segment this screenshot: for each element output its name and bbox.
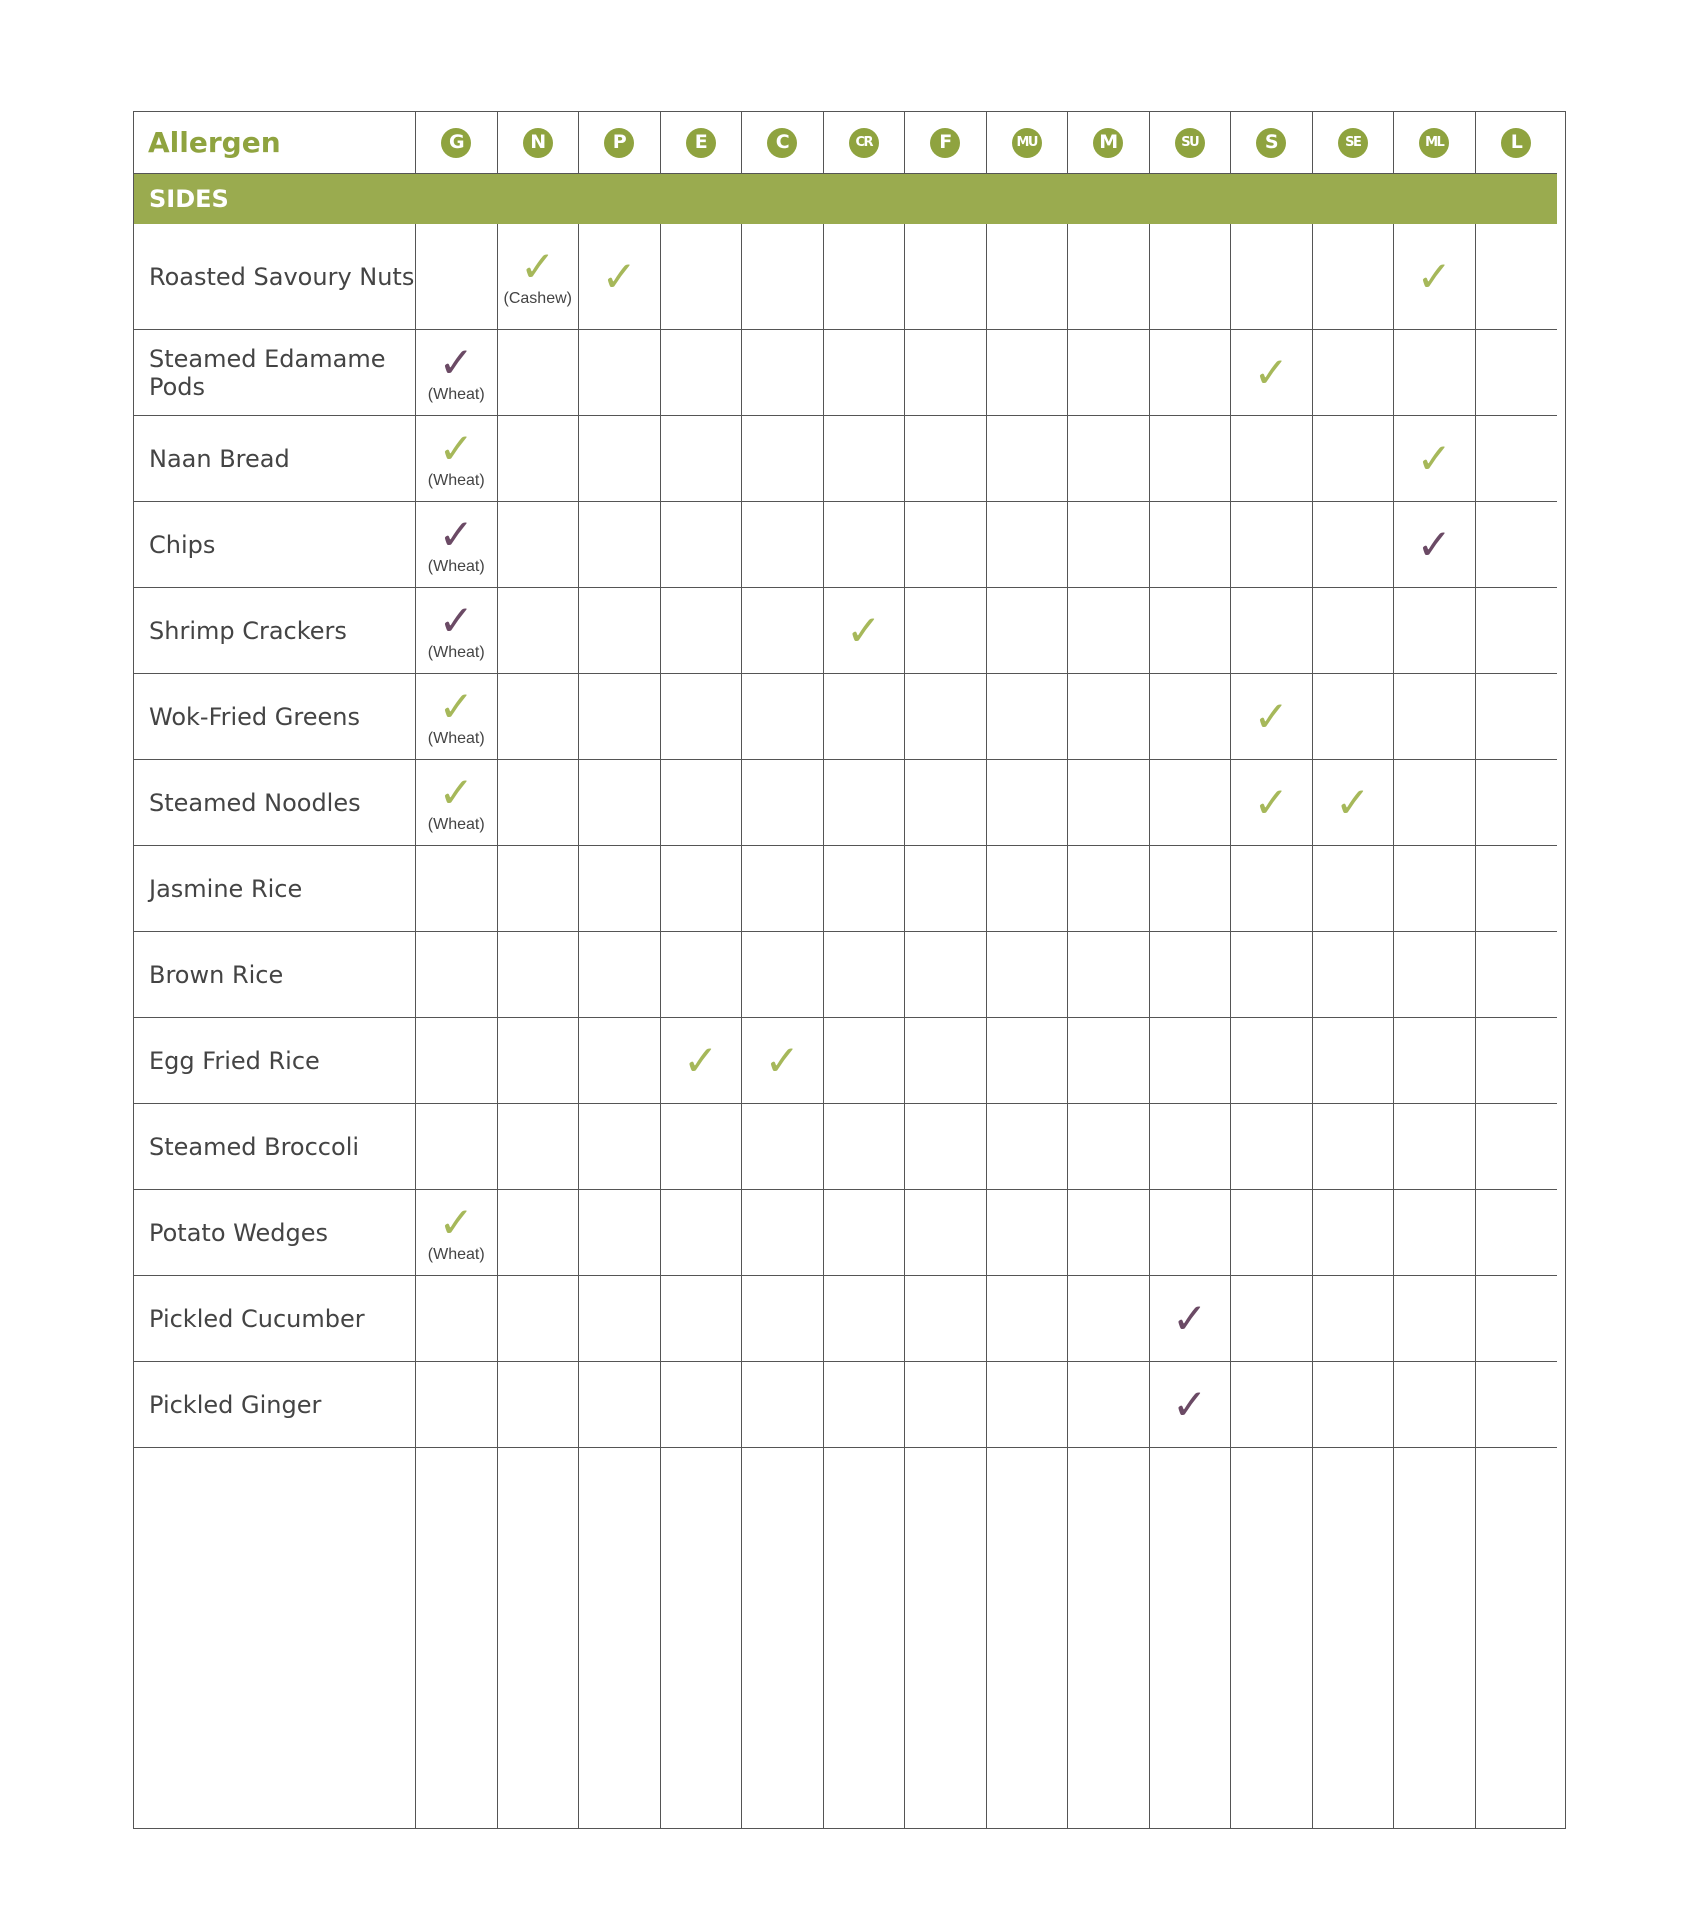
table-cell: [661, 1362, 743, 1448]
table-cell: [1476, 1190, 1558, 1276]
header-cell-cr: [824, 112, 906, 174]
table-cell: [1150, 932, 1232, 1018]
table-cell: [416, 1190, 498, 1276]
table-cell: [1476, 330, 1558, 416]
table-cell: [1150, 1018, 1232, 1104]
table-cell: [1394, 846, 1476, 932]
table-cell: [824, 1018, 906, 1104]
table-cell: [742, 674, 824, 760]
table-cell: [1231, 330, 1313, 416]
allergen-note: (Cashew): [503, 289, 572, 307]
header-cell-m: [1068, 112, 1150, 174]
table-cell: [661, 1190, 743, 1276]
allergen-header-title: Allergen: [134, 112, 416, 174]
check-icon: ✓: [1172, 1293, 1208, 1343]
table-cell: [1394, 1276, 1476, 1362]
table-cell: [1068, 588, 1150, 674]
table-cell: [1394, 1104, 1476, 1190]
empty-cell: [1394, 1448, 1476, 1828]
table-cell: [742, 1104, 824, 1190]
table-cell: [416, 1018, 498, 1104]
table-cell: [661, 674, 743, 760]
row-name: Steamed Noodles: [134, 760, 416, 846]
check-icon: ✓: [1335, 777, 1371, 827]
header-cell-g: [416, 112, 498, 174]
table-cell: [1476, 224, 1558, 330]
row-name: Potato Wedges: [134, 1190, 416, 1276]
check-icon: ✓: [764, 1035, 800, 1085]
table-cell: [1394, 1362, 1476, 1448]
table-cell: [824, 1104, 906, 1190]
table-cell: [661, 224, 743, 330]
check-icon: ✓: [438, 423, 474, 473]
table-cell: [905, 502, 987, 588]
empty-cell: [824, 1448, 906, 1828]
table-cell: [1150, 416, 1232, 502]
table-cell: [579, 1362, 661, 1448]
table-cell: [498, 588, 580, 674]
empty-cell: [1231, 1448, 1313, 1828]
allergen-badge-m-icon: M: [1093, 128, 1123, 158]
row-name: Wok-Fried Greens: [134, 674, 416, 760]
row-name: Roasted Savoury Nuts: [134, 224, 416, 330]
table-cell: [1150, 674, 1232, 760]
table-cell: [1313, 588, 1395, 674]
header-cell-ml: [1394, 112, 1476, 174]
table-cell: [1068, 674, 1150, 760]
table-cell: [742, 1276, 824, 1362]
table-cell: [1313, 224, 1395, 330]
check-icon: ✓: [1416, 433, 1452, 483]
table-cell: [579, 1190, 661, 1276]
table-cell: [905, 1018, 987, 1104]
table-cell: [1313, 1362, 1395, 1448]
empty-cell: [987, 1448, 1069, 1828]
table-cell: [579, 330, 661, 416]
row-name: Shrimp Crackers: [134, 588, 416, 674]
header-cell-se: [1313, 112, 1395, 174]
table-cell: [416, 224, 498, 330]
table-cell: [987, 674, 1069, 760]
row-name: Naan Bread: [134, 416, 416, 502]
table-cell: [498, 1104, 580, 1190]
table-cell: [416, 1276, 498, 1362]
table-cell: [498, 224, 580, 330]
table-cell: [905, 1276, 987, 1362]
table-cell: [742, 1018, 824, 1104]
table-cell: [1476, 1362, 1558, 1448]
table-cell: [498, 502, 580, 588]
table-cell: [661, 416, 743, 502]
table-cell: [1150, 1104, 1232, 1190]
table-cell: [1476, 760, 1558, 846]
check-icon: ✓: [1253, 777, 1289, 827]
table-cell: [987, 1362, 1069, 1448]
table-cell: [1231, 1104, 1313, 1190]
table-cell: [1313, 1190, 1395, 1276]
allergen-note: (Wheat): [427, 815, 485, 833]
table-cell: [1313, 760, 1395, 846]
table-cell: [824, 1362, 906, 1448]
table-cell: [1068, 502, 1150, 588]
table-cell: [987, 932, 1069, 1018]
table-cell: [987, 416, 1069, 502]
allergen-badge-su-icon: SU: [1175, 128, 1205, 158]
table-cell: [416, 1104, 498, 1190]
allergen-grid: [134, 112, 1565, 1828]
table-cell: [1313, 1276, 1395, 1362]
table-cell: [987, 1018, 1069, 1104]
table-cell: [1394, 1018, 1476, 1104]
table-cell: [579, 1104, 661, 1190]
table-cell: [905, 1104, 987, 1190]
table-cell: [1394, 588, 1476, 674]
table-cell: [1150, 846, 1232, 932]
table-cell: [416, 932, 498, 1018]
table-cell: [905, 674, 987, 760]
table-cell: [661, 932, 743, 1018]
allergen-badge-ml-icon: ML: [1419, 128, 1449, 158]
check-icon: ✓: [1416, 251, 1452, 301]
table-cell: [1394, 224, 1476, 330]
empty-cell: [905, 1448, 987, 1828]
header-cell-s: [1231, 112, 1313, 174]
header-cell-su: [1150, 112, 1232, 174]
table-cell: [579, 760, 661, 846]
table-cell: [824, 502, 906, 588]
table-cell: [1394, 674, 1476, 760]
row-name: Egg Fried Rice: [134, 1018, 416, 1104]
table-cell: [987, 588, 1069, 674]
check-icon: ✓: [1172, 1379, 1208, 1429]
allergen-badge-n-icon: N: [523, 128, 553, 158]
allergen-note: (Wheat): [427, 385, 485, 403]
table-cell: [416, 674, 498, 760]
table-cell: [1231, 588, 1313, 674]
table-cell: [1394, 330, 1476, 416]
check-icon: ✓: [601, 251, 637, 301]
table-cell: [416, 760, 498, 846]
table-cell: [1313, 932, 1395, 1018]
header-cell-l: [1476, 112, 1558, 174]
table-cell: [1231, 502, 1313, 588]
table-cell: [498, 846, 580, 932]
check-icon: ✓: [1416, 519, 1452, 569]
allergen-note: (Wheat): [427, 471, 485, 489]
table-cell: [742, 330, 824, 416]
check-icon: ✓: [846, 605, 882, 655]
table-cell: [824, 1190, 906, 1276]
allergen-badge-se-icon: SE: [1338, 128, 1368, 158]
table-cell: [1313, 1104, 1395, 1190]
table-cell: [987, 224, 1069, 330]
check-icon: ✓: [438, 1197, 474, 1247]
table-cell: [824, 846, 906, 932]
table-cell: [905, 330, 987, 416]
table-cell: [905, 932, 987, 1018]
table-cell: [498, 1190, 580, 1276]
allergen-note: (Wheat): [427, 729, 485, 747]
table-cell: [742, 588, 824, 674]
table-cell: [1476, 1018, 1558, 1104]
table-cell: [1068, 416, 1150, 502]
table-cell: [1313, 674, 1395, 760]
table-cell: [1476, 932, 1558, 1018]
table-cell: [987, 1276, 1069, 1362]
table-cell: [1068, 330, 1150, 416]
table-cell: [742, 1190, 824, 1276]
table-cell: [824, 330, 906, 416]
empty-cell: [1476, 1448, 1558, 1828]
check-icon: ✓: [683, 1035, 719, 1085]
table-cell: [1231, 1190, 1313, 1276]
empty-cell: [1313, 1448, 1395, 1828]
row-name: Jasmine Rice: [134, 846, 416, 932]
allergen-note: (Wheat): [427, 643, 485, 661]
table-cell: [661, 1018, 743, 1104]
row-name: Brown Rice: [134, 932, 416, 1018]
table-cell: [498, 760, 580, 846]
table-cell: [1150, 502, 1232, 588]
empty-cell: [1068, 1448, 1150, 1828]
table-cell: [742, 416, 824, 502]
table-cell: [661, 1276, 743, 1362]
table-cell: [579, 674, 661, 760]
empty-cell: [134, 1448, 416, 1828]
row-name: Chips: [134, 502, 416, 588]
table-cell: [498, 1018, 580, 1104]
table-cell: [905, 1362, 987, 1448]
table-cell: [905, 224, 987, 330]
table-cell: [1150, 330, 1232, 416]
table-cell: [661, 760, 743, 846]
table-cell: [1476, 1276, 1558, 1362]
header-cell-c: [742, 112, 824, 174]
table-cell: [1476, 502, 1558, 588]
table-cell: [579, 588, 661, 674]
table-cell: [416, 846, 498, 932]
table-cell: [987, 502, 1069, 588]
table-cell: [1476, 1104, 1558, 1190]
table-cell: [1313, 1018, 1395, 1104]
table-cell: [824, 416, 906, 502]
table-cell: [661, 1104, 743, 1190]
table-cell: [742, 932, 824, 1018]
row-name: Steamed Broccoli: [134, 1104, 416, 1190]
allergen-badge-mu-icon: MU: [1012, 128, 1042, 158]
allergen-badge-cr-icon: CR: [849, 128, 879, 158]
check-icon: ✓: [1253, 691, 1289, 741]
table-cell: [579, 1276, 661, 1362]
table-cell: [1150, 224, 1232, 330]
table-cell: [416, 1362, 498, 1448]
table-cell: [1068, 1190, 1150, 1276]
table-cell: [1394, 760, 1476, 846]
table-cell: [416, 416, 498, 502]
table-cell: [1068, 224, 1150, 330]
table-cell: [1150, 760, 1232, 846]
header-cell-f: [905, 112, 987, 174]
empty-cell: [416, 1448, 498, 1828]
table-cell: [905, 846, 987, 932]
section-bar-sides: SIDES: [134, 174, 1557, 224]
allergen-badge-g-icon: G: [441, 128, 471, 158]
table-cell: [1231, 1018, 1313, 1104]
table-cell: [1231, 760, 1313, 846]
table-cell: [661, 846, 743, 932]
allergen-badge-e-icon: E: [686, 128, 716, 158]
row-name: Steamed Edamame Pods: [134, 330, 416, 416]
table-cell: [1068, 1276, 1150, 1362]
check-icon: ✓: [438, 681, 474, 731]
header-cell-e: [661, 112, 743, 174]
allergen-badge-c-icon: C: [767, 128, 797, 158]
table-cell: [579, 502, 661, 588]
table-cell: [416, 588, 498, 674]
table-cell: [1231, 674, 1313, 760]
table-cell: [824, 1276, 906, 1362]
empty-cell: [498, 1448, 580, 1828]
allergen-badge-p-icon: P: [604, 128, 634, 158]
table-cell: [742, 1362, 824, 1448]
table-cell: [1068, 846, 1150, 932]
row-name: Pickled Ginger: [134, 1362, 416, 1448]
table-cell: [824, 588, 906, 674]
table-cell: [987, 330, 1069, 416]
table-cell: [498, 330, 580, 416]
table-cell: [1394, 416, 1476, 502]
table-cell: [1394, 932, 1476, 1018]
allergen-badge-f-icon: F: [930, 128, 960, 158]
table-cell: [1068, 932, 1150, 1018]
table-cell: [1150, 588, 1232, 674]
table-cell: [905, 760, 987, 846]
table-cell: [1313, 846, 1395, 932]
table-cell: [661, 330, 743, 416]
table-cell: [1313, 330, 1395, 416]
header-cell-mu: [987, 112, 1069, 174]
table-cell: [498, 416, 580, 502]
table-cell: [905, 416, 987, 502]
check-icon: ✓: [438, 595, 474, 645]
table-cell: [742, 846, 824, 932]
table-cell: [987, 846, 1069, 932]
table-cell: [498, 674, 580, 760]
table-cell: [905, 588, 987, 674]
allergen-badge-l-icon: L: [1501, 128, 1531, 158]
table-cell: [1394, 502, 1476, 588]
table-cell: [1231, 932, 1313, 1018]
table-cell: [1150, 1276, 1232, 1362]
table-cell: [1068, 1362, 1150, 1448]
table-cell: [416, 502, 498, 588]
table-cell: [498, 1276, 580, 1362]
allergen-note: (Wheat): [427, 557, 485, 575]
table-cell: [1150, 1362, 1232, 1448]
empty-cell: [1150, 1448, 1232, 1828]
table-cell: [1313, 416, 1395, 502]
table-cell: [1231, 416, 1313, 502]
table-cell: [824, 760, 906, 846]
table-cell: [498, 932, 580, 1018]
table-cell: [1068, 760, 1150, 846]
table-cell: [905, 1190, 987, 1276]
table-cell: [661, 588, 743, 674]
table-cell: [987, 1104, 1069, 1190]
table-cell: [742, 760, 824, 846]
table-cell: [1231, 224, 1313, 330]
table-cell: [579, 932, 661, 1018]
allergen-badge-s-icon: S: [1256, 128, 1286, 158]
table-cell: [1150, 1190, 1232, 1276]
table-cell: [579, 1018, 661, 1104]
row-name: Pickled Cucumber: [134, 1276, 416, 1362]
table-cell: [742, 502, 824, 588]
check-icon: ✓: [1253, 347, 1289, 397]
table-cell: [1476, 846, 1558, 932]
table-cell: [1476, 588, 1558, 674]
table-cell: [824, 674, 906, 760]
table-cell: [1068, 1018, 1150, 1104]
table-cell: [661, 502, 743, 588]
table-cell: [579, 224, 661, 330]
empty-cell: [579, 1448, 661, 1828]
table-cell: [498, 1362, 580, 1448]
table-cell: [579, 416, 661, 502]
header-cell-p: [579, 112, 661, 174]
check-icon: ✓: [438, 509, 474, 559]
table-cell: [742, 224, 824, 330]
table-cell: [1476, 416, 1558, 502]
allergen-note: (Wheat): [427, 1245, 485, 1263]
check-icon: ✓: [438, 337, 474, 387]
table-cell: [1476, 674, 1558, 760]
table-cell: [1313, 502, 1395, 588]
table-cell: [987, 760, 1069, 846]
empty-cell: [661, 1448, 743, 1828]
table-cell: [824, 932, 906, 1018]
allergen-chart: [133, 111, 1566, 1829]
table-cell: [1231, 1276, 1313, 1362]
table-cell: [1394, 1190, 1476, 1276]
check-icon: ✓: [438, 767, 474, 817]
table-cell: [1068, 1104, 1150, 1190]
empty-cell: [742, 1448, 824, 1828]
table-cell: [1231, 1362, 1313, 1448]
table-cell: [824, 224, 906, 330]
table-cell: [579, 846, 661, 932]
table-cell: [1231, 846, 1313, 932]
table-cell: [987, 1190, 1069, 1276]
check-icon: ✓: [520, 241, 556, 291]
table-cell: [416, 330, 498, 416]
header-cell-n: [498, 112, 580, 174]
